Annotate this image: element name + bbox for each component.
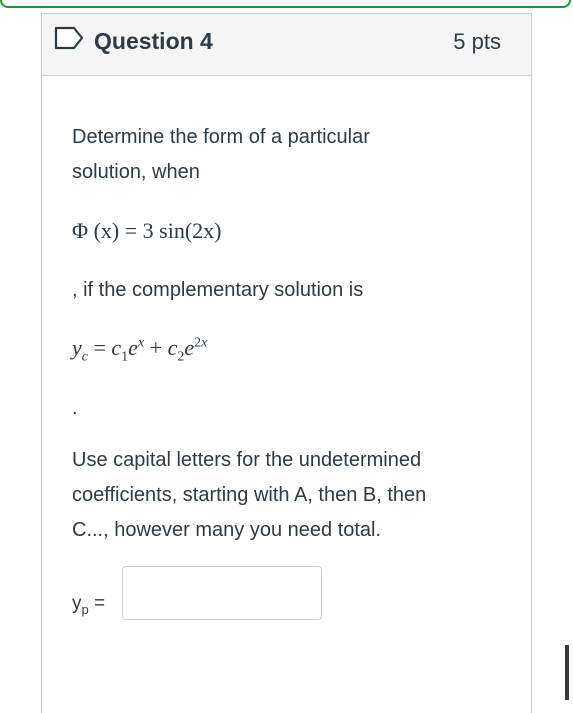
instruction-line-2: coefficients, starting with A, then B, then bbox=[72, 484, 427, 506]
scrollbar-thumb[interactable] bbox=[565, 645, 569, 700]
question-title: Question 4 bbox=[94, 28, 213, 54]
question-header bbox=[42, 13, 531, 76]
instruction-line-3: C..., however many you need total. bbox=[72, 519, 382, 541]
complementary-text: , if the complementary solution is bbox=[72, 279, 364, 301]
answer-input[interactable] bbox=[122, 566, 322, 620]
yc-equation: $y_c = c_1e^x + c_2e^{2x}$ bbox=[72, 335, 208, 365]
previous-question-card bbox=[0, 0, 571, 8]
period-text: . bbox=[72, 397, 78, 419]
question-card bbox=[41, 13, 532, 713]
prompt-line-2: solution, when bbox=[72, 161, 200, 183]
answer-label: $y_p$ = bbox=[72, 593, 106, 617]
instruction-line-1: Use capital letters for the undetermined bbox=[72, 449, 422, 471]
phi-equation bbox=[72, 218, 221, 244]
question-points: 5 pts bbox=[453, 29, 501, 54]
prompt-line-1: Determine the form of a particular bbox=[72, 126, 370, 148]
flag-outline-icon[interactable] bbox=[54, 26, 84, 50]
phi-equation-text: Φ (x) = 3 sin(2x) bbox=[72, 218, 222, 243]
